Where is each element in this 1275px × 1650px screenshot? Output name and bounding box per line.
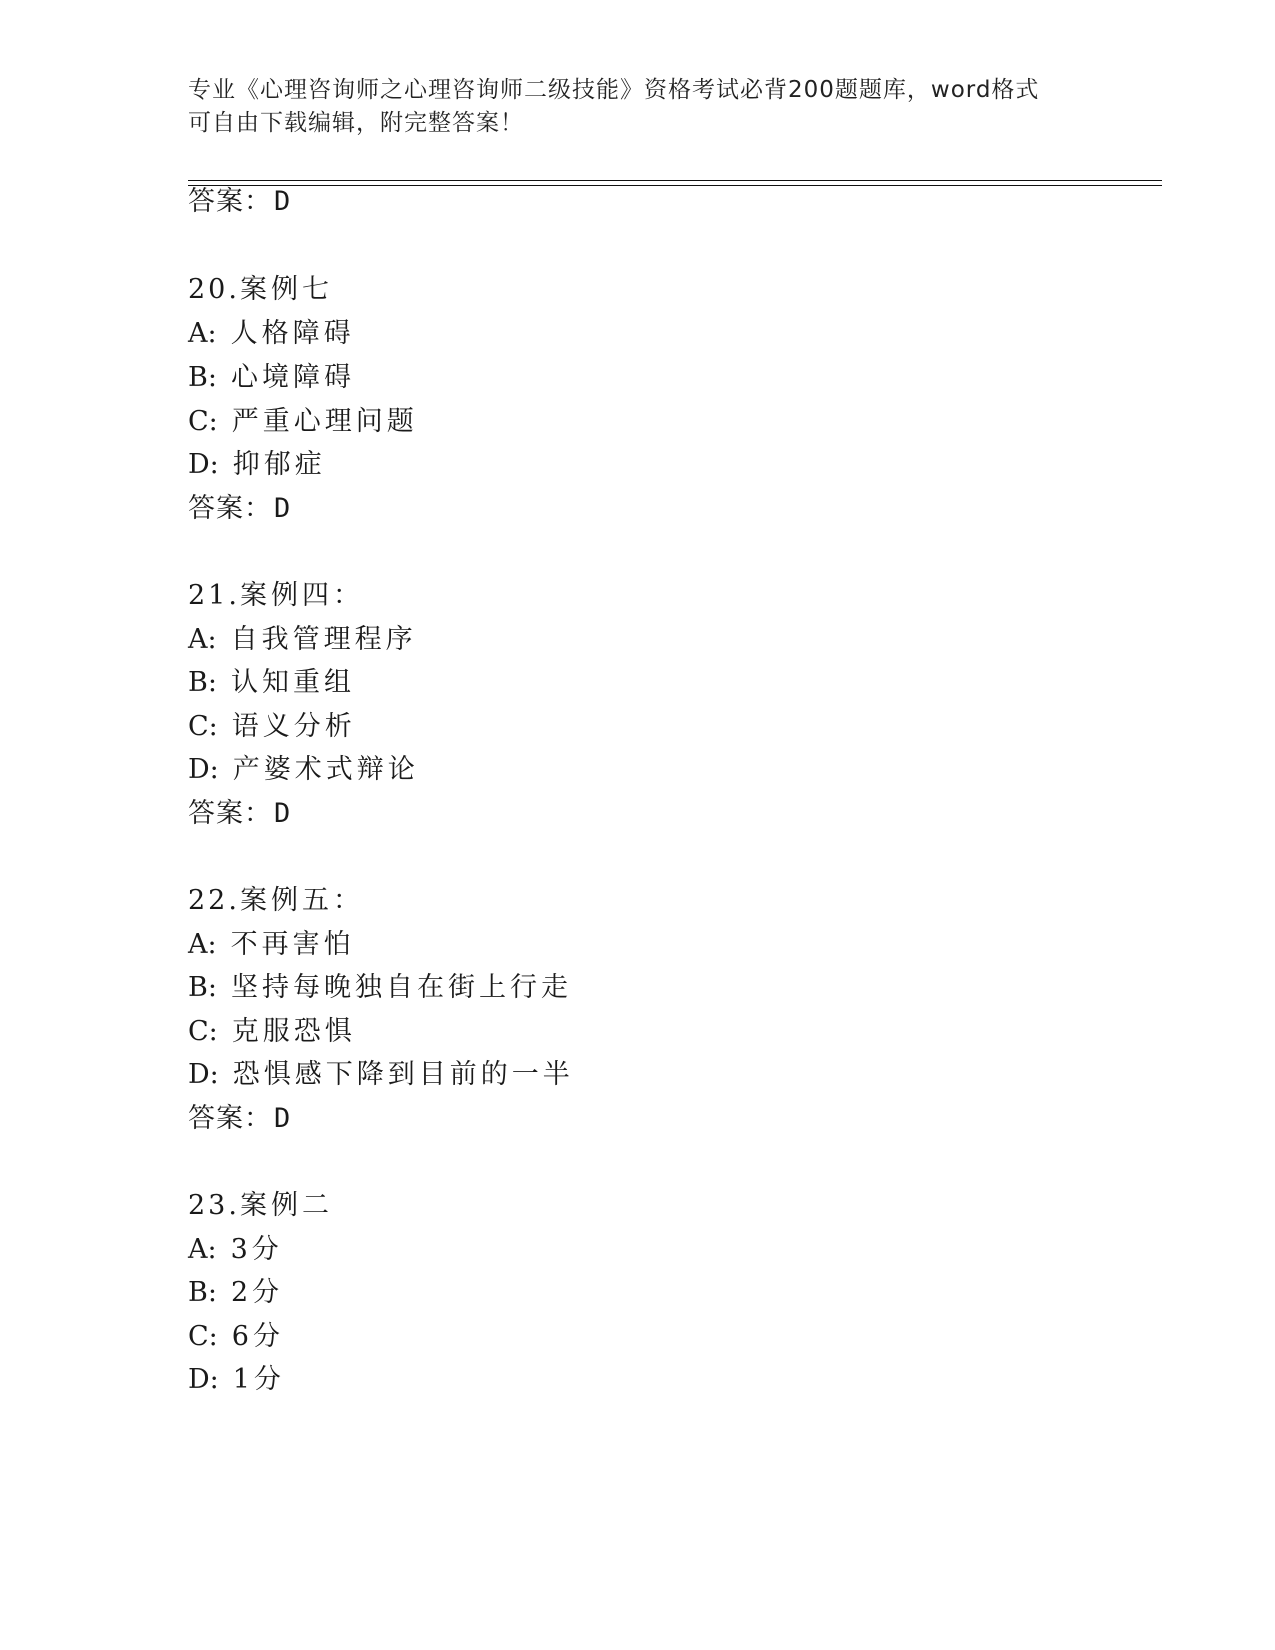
option-label: D: <box>188 1059 219 1090</box>
option-label: A: <box>188 1234 217 1265</box>
option-label: A: <box>188 318 217 349</box>
option-line <box>188 404 418 440</box>
option-line <box>188 1362 285 1398</box>
option-text: 严重心理问题 <box>231 406 418 437</box>
question-title <box>188 272 333 308</box>
option-label: B: <box>188 362 217 393</box>
option-line <box>188 1057 574 1093</box>
answer-line <box>188 1101 291 1137</box>
option-text: 2分 <box>230 1277 284 1308</box>
option-text: 不再害怕 <box>230 929 355 960</box>
option-line <box>188 665 355 701</box>
question-text: 案例七 <box>239 274 333 305</box>
option-label: A: <box>188 624 217 655</box>
option-line <box>188 1232 283 1268</box>
option-line <box>188 316 355 352</box>
answer-label: 答案： <box>188 798 272 829</box>
option-text: 恐惧感下降到目前的一半 <box>232 1059 574 1090</box>
page-header <box>188 74 1088 140</box>
option-label: B: <box>188 972 217 1003</box>
header-divider <box>188 180 1162 186</box>
option-label: B: <box>188 1277 217 1308</box>
option-line <box>188 360 355 396</box>
answer-value: D <box>274 1103 292 1134</box>
option-line <box>188 970 572 1006</box>
answer-line <box>188 184 291 220</box>
option-line <box>188 709 356 745</box>
answer-value: D <box>274 493 292 524</box>
header-line-2: 可自由下载编辑，附完整答案！ <box>188 110 524 136</box>
question-number: 21. <box>188 580 240 611</box>
option-text: 自我管理程序 <box>230 624 417 655</box>
option-text: 认知重组 <box>230 667 355 698</box>
answer-label: 答案： <box>188 186 272 217</box>
option-text: 6分 <box>231 1321 284 1352</box>
option-text: 3分 <box>230 1234 283 1265</box>
option-label: D: <box>188 1364 219 1395</box>
option-text: 产婆术式辩论 <box>232 754 419 785</box>
option-text: 1分 <box>232 1364 285 1395</box>
question-text: 案例二 <box>239 1190 333 1221</box>
option-label: C: <box>188 1016 218 1047</box>
option-line <box>188 1319 284 1355</box>
answer-line <box>188 491 291 527</box>
option-text: 坚持每晚独自在街上行走 <box>230 972 572 1003</box>
option-label: B: <box>188 667 217 698</box>
option-label: A: <box>188 929 217 960</box>
option-text: 人格障碍 <box>230 318 355 349</box>
option-line <box>188 622 417 658</box>
option-text: 抑郁症 <box>232 449 326 480</box>
question-number: 23. <box>188 1190 240 1221</box>
option-line <box>188 927 355 963</box>
option-line <box>188 1275 283 1311</box>
option-label: D: <box>188 449 219 480</box>
question-title <box>188 578 364 614</box>
question-text: 案例四： <box>239 580 364 611</box>
option-label: C: <box>188 711 218 742</box>
answer-line <box>188 796 291 832</box>
question-title <box>188 883 364 919</box>
option-text: 语义分析 <box>231 711 356 742</box>
answer-label: 答案： <box>188 493 272 524</box>
option-text: 克服恐惧 <box>231 1016 356 1047</box>
answer-label: 答案： <box>188 1103 272 1134</box>
question-number: 20. <box>188 274 240 305</box>
header-line-1: 专业《心理咨询师之心理咨询师二级技能》资格考试必背200题题库，word格式 <box>188 77 1040 103</box>
option-text: 心境障碍 <box>230 362 355 393</box>
option-label: C: <box>188 406 218 437</box>
option-line <box>188 752 419 788</box>
option-label: C: <box>188 1321 218 1352</box>
option-label: D: <box>188 754 219 785</box>
answer-value: D <box>274 798 292 829</box>
question-text: 案例五： <box>239 885 364 916</box>
option-line <box>188 1014 356 1050</box>
question-number: 22. <box>188 885 240 916</box>
question-title <box>188 1188 333 1224</box>
option-line <box>188 447 326 483</box>
answer-value: D <box>274 186 292 217</box>
